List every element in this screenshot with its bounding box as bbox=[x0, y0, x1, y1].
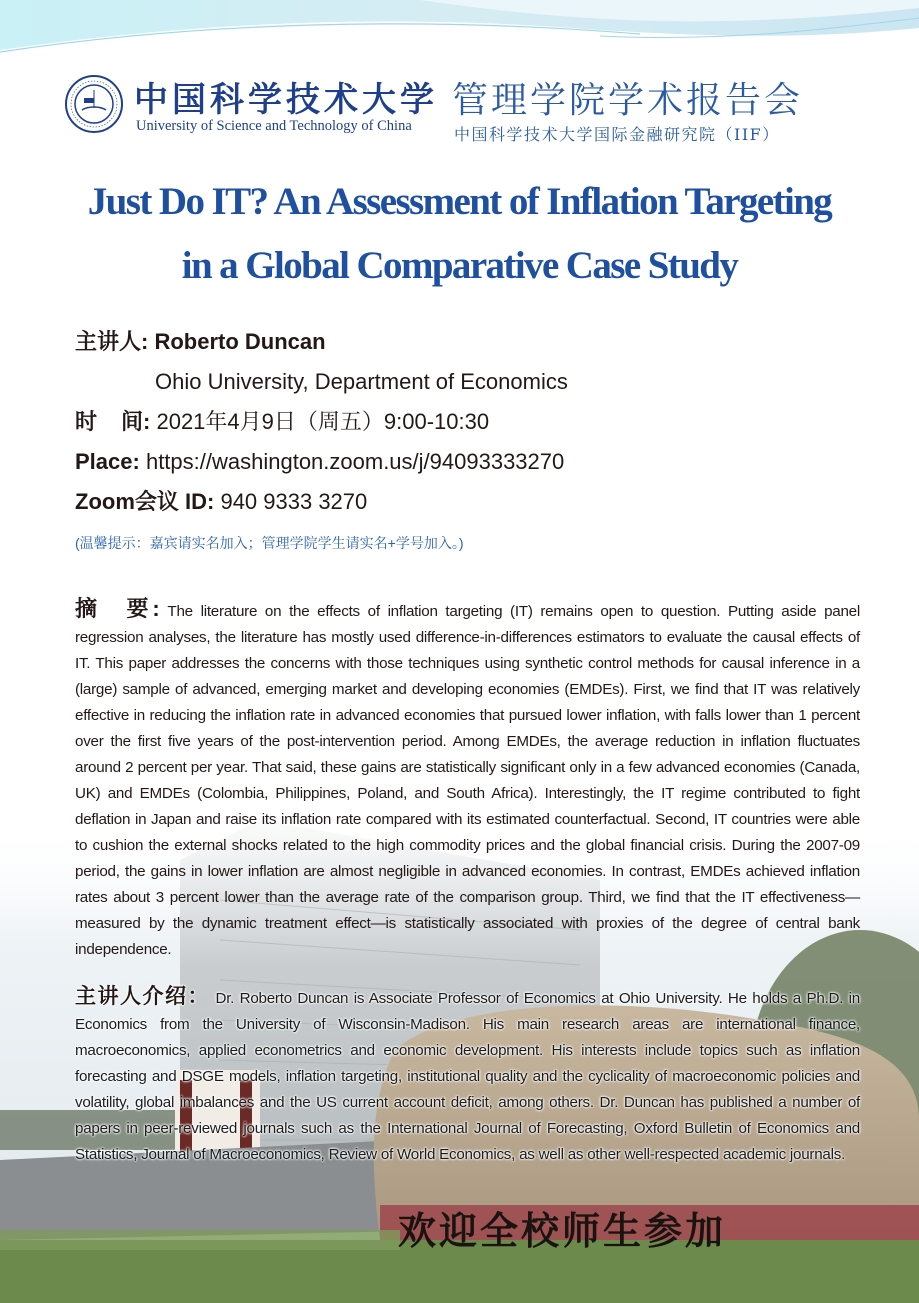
talk-title-line-1: Just Do IT? An Assessment of Inflation Targeting bbox=[87, 180, 832, 223]
university-name-cn: 中国科学技术大学 bbox=[134, 80, 438, 120]
place-row bbox=[75, 442, 855, 482]
time-label-a: 时 bbox=[75, 409, 98, 434]
abstract-label: 摘 要: bbox=[75, 596, 160, 621]
speaker-bio-section bbox=[75, 984, 860, 1168]
page-header bbox=[64, 68, 864, 148]
bio-label: 主讲人介绍： bbox=[75, 985, 211, 1008]
time-row bbox=[75, 402, 855, 442]
zoom-id-row bbox=[75, 482, 855, 522]
place-label: Place: bbox=[75, 449, 140, 474]
series-subtitle: 中国科学技术大学国际金融研究院（IIF） bbox=[454, 125, 780, 144]
top-wave-decoration bbox=[0, 0, 919, 60]
speaker-label: 主讲人: bbox=[75, 329, 149, 354]
talk-title-line-2: in a Global Comparative Case Study bbox=[181, 244, 738, 287]
welcome-message: 欢迎全校师生参加 bbox=[398, 1208, 727, 1253]
university-emblem-icon bbox=[64, 74, 124, 134]
time-value: 2021年4月9日（周五）9:00-10:30 bbox=[156, 409, 490, 434]
attendance-notice: (温馨提示：嘉宾请实名加入；管理学院学生请实名+学号加入。) bbox=[75, 535, 464, 551]
bio-text: Dr. Roberto Duncan is Associate Professor of Economics at Ohio University. He holds a Ph.D. in Economics from the University of Wisconsin-Madison. His main research areas are international finance, macroeconomics, applied econometrics and economic development. His interests include topics such as inflation forecasting and DSGE models, inflation targeting, institutional quality and the cyclicality of macroeconomic policies and volatility, global imbalances and the US current account deficit, among others. Dr. Duncan has published a number of papers in peer-reviewed journals such as the International Journal of Forecasting, Oxford Bulletin of Economics and Statistics, Journal of Macroeconomics, Review of World Economics, as well as other well-respected academic journals. bbox=[75, 990, 860, 1163]
zoom-id-value: 940 9333 3270 bbox=[220, 489, 368, 514]
speaker-row bbox=[75, 322, 855, 362]
series-title: 管理学院学术报告会 bbox=[452, 80, 804, 121]
speaker-name: Roberto Duncan bbox=[154, 329, 326, 354]
zoom-link[interactable]: https://washington.zoom.us/j/94093333270 bbox=[145, 449, 565, 474]
time-label-b: 间: bbox=[121, 409, 151, 434]
event-info bbox=[75, 322, 855, 554]
abstract-text: The literature on the effects of inflation targeting (IT) remains open to question. Putting aside panel regression analyses, the literature has mostly used difference-in-differences estimators to evaluate the causal effects of IT. This paper addresses the concerns with those techniques using synthetic control methods for causal inference in a (large) sample of advanced, emerging market and developing economies (EMDEs). First, we find that IT was relatively effective in reducing the inflation rate in advanced economies that pursued lower inflation, with falls lower than 1 percent over the first five years of the post-intervention period. Among EMDEs, the average reduction in inflation fluctuates around 2 percent per year. That said, these gains are statistically significant only in a few advanced economies (Canada, UK) and EMDEs (Colombia, Philippines, Poland, and South Africa). Interestingly, the IT regime contributed to fight deflation in Japan and raise its inflation rate compared with its estimated counterfactual. Second, IT countries were able to cushion the external shocks related to the high commodity prices and the global financial crisis. During the 2007-09 period, the gains in lower inflation are almost negligible in advanced economies. In contrast, EMDEs achieved inflation rates about 3 percent lower than the average rate of the comparison group. Third, we find that the IT effectiveness—measured by the dynamic treatment effect—is statistically associated with proxies of the degree of central bank independence. bbox=[75, 603, 860, 958]
university-name-en: University of Science and Technology of China bbox=[136, 118, 412, 134]
abstract-section bbox=[75, 596, 860, 963]
speaker-affiliation: Ohio University, Department of Economics bbox=[155, 369, 568, 394]
zoom-id-label: Zoom会议 ID: bbox=[75, 489, 215, 514]
talk-title bbox=[0, 170, 919, 298]
affiliation-row bbox=[75, 362, 855, 402]
